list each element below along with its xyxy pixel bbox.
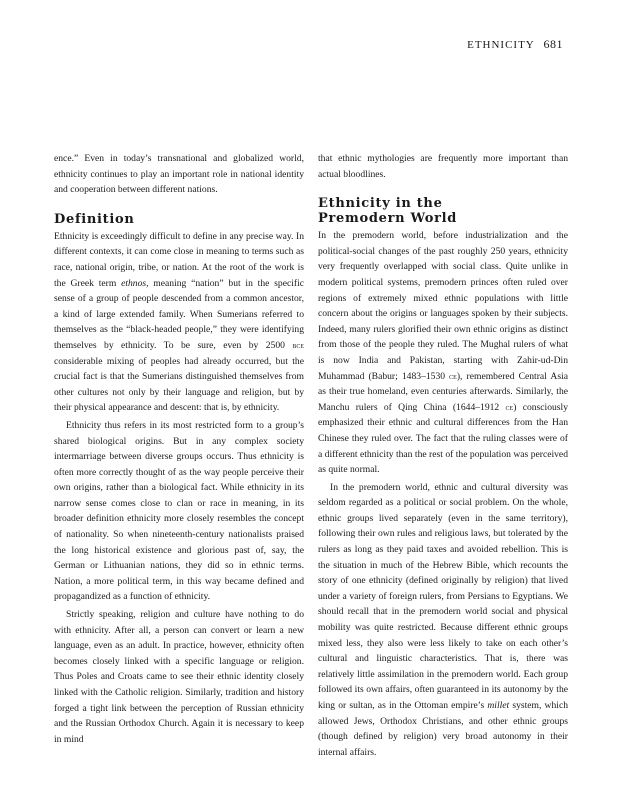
premodern-paragraph-2 — [318, 480, 568, 761]
running-head-title: ETHNICITY — [467, 39, 535, 51]
definition-paragraph-1 — [54, 229, 304, 416]
era-abbreviation: bce — [292, 339, 304, 350]
text-run: ) consciously emphasized their ethnic and cultural differences from the Han Chinese they ruled over. The fact that the ruling classes were of a different ethnicity than the rest of the population was perceived as quite normal. — [318, 401, 568, 476]
text-run: In the premodern world, ethnic and cultural diversity was seldom regarded as a political or social problem. On the whole, ethnic groups lived separately (even in the same territory), following their own rules and religious laws, but tolerated by the rulers as long as they paid taxes and avoided rebellion. This is the situation in much of the Hebrew Bible, which recounts the story of one ethnicity (defined originally by religion) that lived under a variety of foreign rulers, from Persians to Egyptians. We should recall that in the premodern world social and physical mobility was quite restricted. Because different ethnic groups mixed less, they also were less likely to take on each other’s cultural and linguistic characteristics. That is, there was relatively little assimilation in the premodern world. Each group followed its own affairs, often guaranteed in its autonomy by the king or sultan, as in the Ottoman empire’s — [318, 481, 568, 711]
text-run: Ethnicity is exceedingly difficult to define in any precise way. In different contexts, it can come close in meaning to terms such as race, national origin, tribe, or nation. At the root of the work is the Greek term — [54, 230, 304, 289]
premodern-heading — [318, 196, 568, 226]
right-intro-paragraph: that ethnic mythologies are frequently more important than actual bloodlines. — [318, 153, 568, 180]
era-abbreviation: ce — [505, 401, 514, 412]
text-run: considerable mixing of peoples had already occurred, but the crucial fact is that the Sumerians distinguished themselves from other cultures not only by their language and religion, but by their physical appearance and descent: that is, by ethnicity. — [54, 355, 304, 414]
definition-heading: Definition — [54, 211, 135, 227]
page-number: 681 — [543, 37, 563, 51]
premodern-heading-line-2: Premodern World — [318, 211, 458, 227]
greek-term-ethnos: ethnos, — [121, 277, 149, 289]
definition-paragraph-2: Ethnicity thus refers in its most restricted form to a group’s shared biological origins. But in any complex society intermarriage between diverse groups occurs. Thus ethnicity is often more correctly thought of as the way people perceive their own origins, rather than a biological fact. While ethnicity in its narrow sense comes close to clan or race in meaning, in its broader definition ethnicity more closely resembles the concept of nationality. So when nineteenth-century nationalists praised the long historical existence and glorious past of, say, the German or Lithuanian nations, they did so in ethnic terms. Nation, a more political term, in this way became defined and propagandized as a function of ethnicity. — [54, 419, 304, 603]
text-run: In the premodern world, before industrialization and the political-social changes of the past roughly 250 years, ethnicity very frequently overlapped with social class. Quite unlike in modern political systems, premodern princes often ruled over regions of extremely mixed ethnic populations with little concern about the origins or languages spoken by their subjects. Indeed, many rulers glorified their own ethnic origins as distinct from those of the people they ruled. The Mughal rulers of what is now India and Pakistan, starting with Zahir-ud-Din Muhammad (Babur; 1483–1530 — [318, 230, 568, 382]
running-head — [467, 37, 563, 52]
left-column — [54, 151, 304, 747]
definition-paragraph-3: Strictly speaking, religion and culture have nothing to do with ethnicity. After all, a person can convert or learn a new language, even as an adult. In practice, however, ethnicity often becomes closely linked with a specific language or religion. Thus Poles and Croats came to see their ethnic identity closely linked with the Catholic religion. Similarly, tradition and history forged a tight link between the perception of Russian ethnicity and the Russian Orthodox Church. Again it is necessary to keep in mind — [54, 609, 304, 745]
text-run: meaning “nation” but in the specific sense of a group of people descended from a common ancestor, a kind of large extended family. When Sumerians referred to themselves as the “black-headed people,” they were identifying themselves by ethnicity. To be sure, even by 2500 — [54, 277, 304, 351]
premodern-heading-line-1: Ethnicity in the — [318, 196, 443, 212]
text-run: system, which allowed Jews, Orthodox Christians, and other ethnic groups (though defined by religion) very broad autonomy in their internal affairs. — [318, 700, 568, 758]
millet-term: millet — [487, 700, 510, 711]
right-column — [318, 151, 568, 760]
premodern-paragraph-1 — [318, 228, 568, 478]
text-run: ), remembered Central Asia as their true homeland, even centuries afterwards. Similarly, the Manchu rulers of Qing China (1644–1912 — [318, 370, 568, 413]
era-abbreviation: ce — [449, 370, 457, 381]
left-intro-paragraph: ence.” Even in today’s transnational and globalized world, ethnicity continues to play an important role in national identity and cooperation between different nations. — [54, 153, 304, 196]
